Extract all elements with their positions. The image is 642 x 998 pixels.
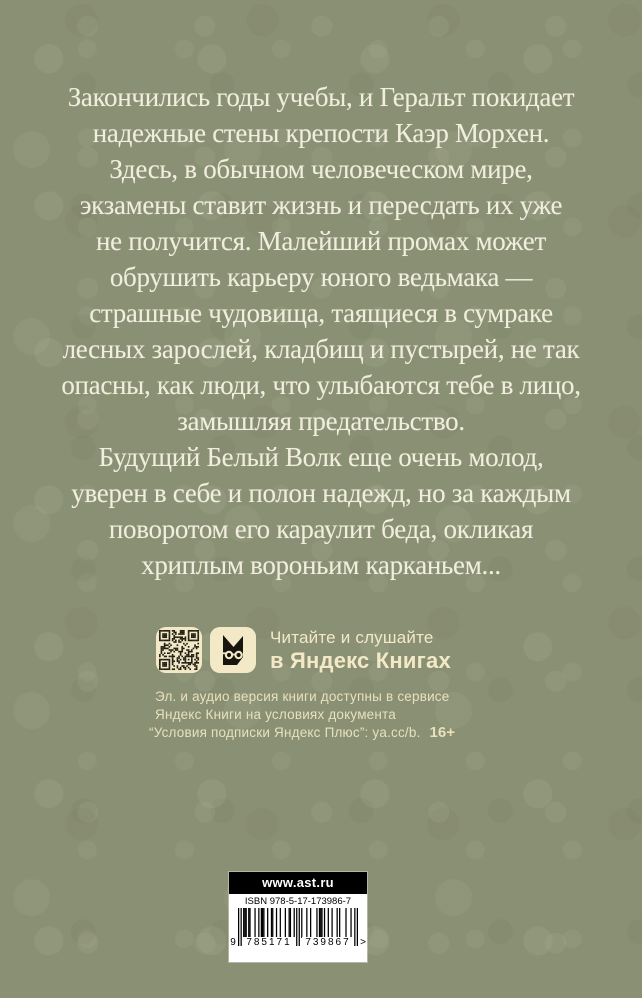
synopsis-line: страшные чудовища, таящиеся в сумраке xyxy=(89,298,553,328)
isbn-label: ISBN 978-5-17-173986-7 xyxy=(244,896,352,907)
qr-code-icon xyxy=(156,627,202,673)
qr-code xyxy=(156,627,202,673)
synopsis-line: уверен в себе и полон надежд, но за каждым xyxy=(71,478,571,508)
legal-notice xyxy=(149,688,455,742)
synopsis-line: Будущий Белый Волк еще очень молод, xyxy=(98,442,544,472)
synopsis-line: экзамены ставит жизнь и пересдать их уже xyxy=(79,190,563,220)
barcode-digits-right: 739867 xyxy=(302,937,354,948)
yandex-books-logo xyxy=(210,627,256,673)
synopsis-line: поворотом его караулит беда, окликая xyxy=(108,514,534,544)
barcode-quiet-zone-mark: > xyxy=(360,937,366,948)
synopsis-line: опасны, как люди, что улыбаются тебе в лицо, xyxy=(61,370,581,400)
synopsis-line: Закончились годы учебы, и Геральт покидает xyxy=(67,82,575,112)
synopsis-text xyxy=(0,79,642,583)
legal-line-text: “Условия подписки Яндекс Плюс”: ya.cc/b. xyxy=(149,725,421,740)
synopsis-line: не получится. Малейший промах может xyxy=(96,226,546,256)
synopsis-line: лесных зарослей, кладбищ и пустырей, не так xyxy=(62,334,580,364)
barcode-card xyxy=(229,872,367,962)
yandex-books-promo xyxy=(156,627,451,673)
promo-text xyxy=(270,627,451,673)
barcode-digit-prefix: 9 xyxy=(230,937,236,948)
age-rating-badge: 16+ xyxy=(429,724,455,741)
synopsis-line: хриплым вороньим карканьем... xyxy=(141,550,501,580)
barcode-digits-left: 785171 xyxy=(243,937,295,948)
synopsis-line: замышляя предательство. xyxy=(177,406,465,436)
yandex-books-cat-icon xyxy=(210,627,256,673)
synopsis-line: надежные стены крепости Каэр Морхен. xyxy=(92,118,550,148)
ean13-barcode xyxy=(230,908,366,951)
publisher-site: www.ast.ru xyxy=(229,872,367,894)
legal-line xyxy=(149,724,455,742)
synopsis-line: обрушить карьеру юного ведьмака — xyxy=(109,262,533,292)
legal-line: Эл. и аудио версия книги доступны в сервисе xyxy=(155,689,450,704)
legal-line: Яндекс Книги на условиях документа xyxy=(155,707,396,722)
synopsis-line: Здесь, в обычном человеческом мире, xyxy=(109,154,533,184)
promo-line-1: Читайте и слушайте xyxy=(270,628,434,647)
promo-line-2: в Яндекс Книгах xyxy=(270,648,451,673)
